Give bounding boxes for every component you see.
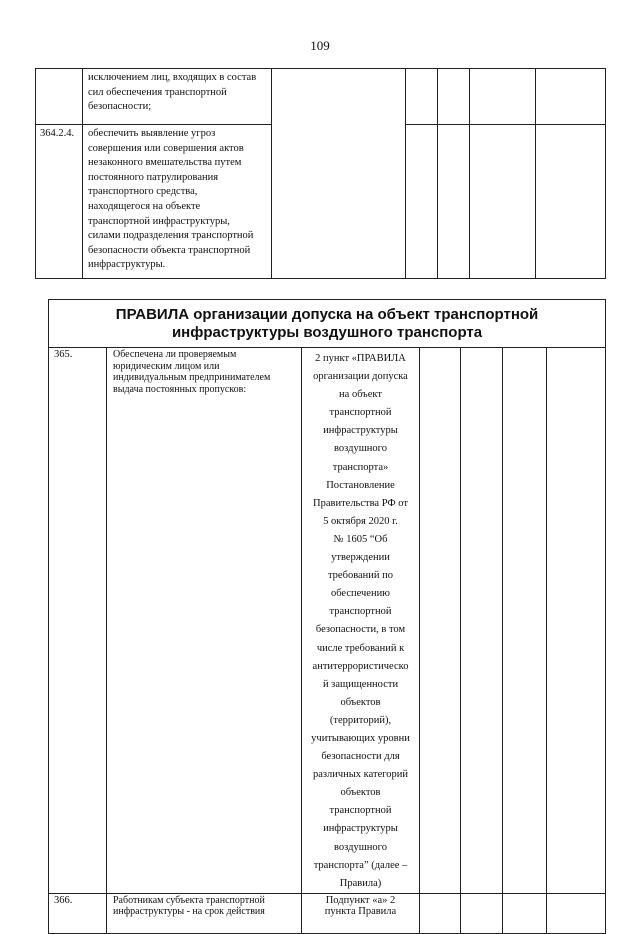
check-cell-yes	[406, 69, 438, 125]
text-line: 2 пункт «ПРАВИЛА	[315, 353, 406, 364]
text-line: объектов	[340, 696, 381, 708]
check-cell-yes	[420, 348, 461, 894]
item-number: 364.2.4.	[36, 125, 83, 279]
text-line: различных категорий	[312, 769, 409, 781]
check-cell-no	[461, 893, 503, 933]
text-line: незаконного вмешательства путем	[88, 157, 242, 169]
text-line: Правила)	[339, 877, 382, 889]
check-cell-na	[470, 125, 536, 279]
text-line: обеспечить выявление угроз	[88, 128, 216, 139]
text-line: на объект	[339, 389, 382, 401]
text-line: инфраструктуры	[323, 425, 398, 437]
text-line: воздушного	[334, 841, 387, 853]
text-line: утверждении	[331, 552, 390, 564]
text-line: находящегося на объекте	[88, 200, 201, 212]
text-line: индивидуальным предпринимателем	[113, 372, 271, 383]
text-line: безопасности для	[321, 751, 400, 763]
text-line: транспортной	[329, 407, 392, 419]
text-line: исключением лиц, входящих в состав	[88, 72, 257, 83]
text-line: юридическим лицом или	[113, 360, 220, 372]
text-line: безопасности;	[88, 101, 152, 113]
text-line: совершения или совершения актов	[88, 142, 244, 154]
text-line: выдача постоянных пропусков:	[113, 383, 247, 395]
text-line: требований по	[327, 570, 394, 582]
text-line: транспортной	[329, 805, 392, 817]
text-line: Подпункт «а» 2	[325, 894, 396, 906]
legal-reference	[302, 348, 420, 894]
text-line: учитывающих уровни	[311, 732, 410, 744]
check-cell-na	[470, 69, 536, 125]
check-cell-na	[503, 348, 547, 894]
section-requirements-table	[48, 299, 606, 934]
text-line: транспортной инфраструктуры,	[88, 215, 230, 227]
text-line: силами подразделения транспортной	[88, 230, 254, 242]
text-line: № 1605 “Об	[333, 533, 388, 545]
text-line: числе требований к	[316, 642, 405, 654]
text-line: инфраструктуры.	[88, 259, 166, 271]
text-line: безопасности объекта транспортной	[88, 244, 251, 256]
text-line: безопасности, в том	[315, 624, 406, 636]
requirement-text	[83, 125, 272, 279]
page-number: 109	[310, 38, 330, 53]
section-header-row	[49, 300, 606, 348]
notes-cell	[547, 893, 606, 933]
text-line: инфраструктуры - на срок действия	[113, 906, 265, 918]
section-title: ПРАВИЛА организации допуска на объект транспортной инфраструктуры воздушного транспорта	[49, 300, 606, 348]
notes-cell	[547, 348, 606, 894]
text-line: транспорта” (далее –	[313, 859, 408, 871]
text-line: Обеспечена ли проверяемым	[113, 349, 237, 360]
text-line: сил обеспечения транспортной	[88, 86, 227, 98]
text-line: Правительства РФ от	[313, 497, 408, 509]
text-line: объектов	[340, 787, 381, 799]
text-line: транспортного средства,	[88, 186, 198, 198]
text-line: постоянного патрулирования	[88, 171, 219, 183]
text-line: воздушного	[334, 443, 387, 455]
check-cell-no	[461, 348, 503, 894]
text-line: Работникам субъекта транспортной	[113, 894, 265, 906]
notes-cell	[536, 69, 606, 125]
text-line: Постановление	[326, 479, 395, 491]
notes-cell	[536, 125, 606, 279]
text-line: транспортной	[329, 606, 392, 618]
text-line: й защищенности	[322, 678, 399, 690]
text-line: пункта Правила	[324, 906, 397, 918]
table-row	[49, 348, 606, 894]
check-cell-yes	[420, 893, 461, 933]
question-text	[107, 348, 302, 894]
text-line: 5 октября 2020 г.	[323, 515, 398, 527]
item-number: 366.	[49, 893, 107, 933]
check-cell-no	[438, 69, 470, 125]
text-line: транспорта»	[332, 461, 389, 473]
text-line: (территорий),	[329, 714, 392, 726]
item-number	[36, 69, 83, 125]
text-line: обеспечению	[330, 588, 391, 600]
check-cell-yes	[406, 125, 438, 279]
table-row	[49, 893, 606, 933]
item-number: 365.	[49, 348, 107, 894]
table-row	[36, 69, 606, 125]
check-cell-no	[438, 125, 470, 279]
requirement-text	[83, 69, 272, 125]
legal-reference	[302, 893, 420, 933]
text-line: инфраструктуры	[323, 823, 398, 835]
text-line: организации допуска	[313, 371, 408, 383]
text-line: антитеррористическо	[312, 660, 409, 672]
reference-cell	[272, 69, 406, 279]
question-text	[107, 893, 302, 933]
check-cell-na	[503, 893, 547, 933]
requirements-table-continued	[35, 68, 606, 279]
